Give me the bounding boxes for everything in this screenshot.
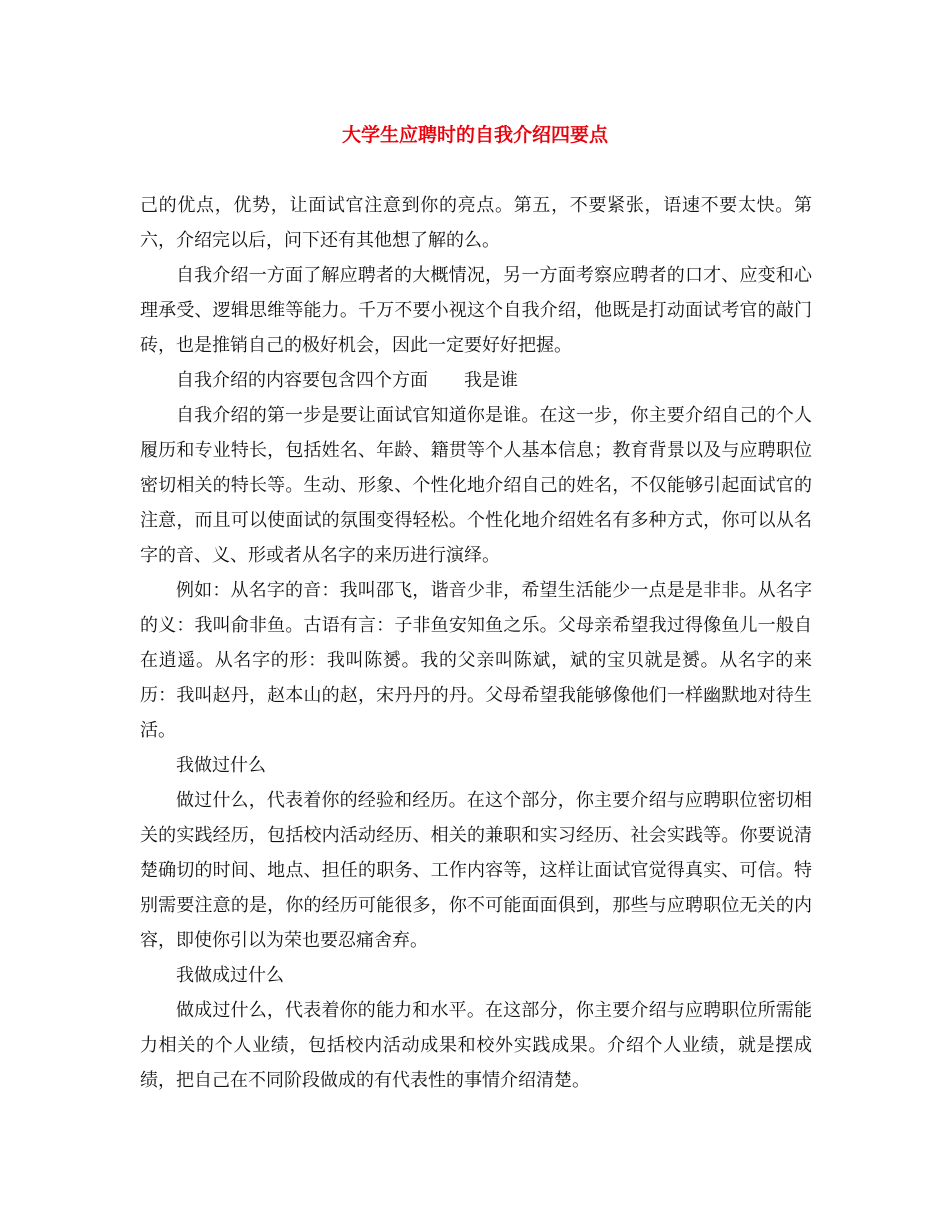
paragraph-7: 做过什么，代表着你的经验和经历。在这个部分，你主要介绍与应聘职位密切相关的实践经历，包括校内活动经历、相关的兼职和实习经历、社会实践等。你要说清楚确切的时间、地点、担任的职务、工作内容等，这样让面试官觉得真实、可信。特别需要注意的是，你的经历可能很多，你不可能面面俱到，那些与应聘职位无关的内容，即使你引以为荣也要忍痛舍弃。 xyxy=(140,790,812,951)
paragraph-4: 自我介绍的第一步是要让面试官知道你是谁。在这一步，你主要介绍自己的个人履历和专业特长，包括姓名、年龄、籍贯等个人基本信息；教育背景以及与应聘职位密切相关的特长等。生动、形象、个性化地介绍自己的姓名，不仅能够引起面试官的注意，而且可以使面试的氛围变得轻松。个性化地介绍姓名有多种方式，你可以从名字的音、义、形或者从名字的来历进行演绎。 xyxy=(140,405,812,566)
paragraph-1: 己的优点，优势，让面试官注意到你的亮点。第五，不要紧张，语速不要太快。第六，介绍完以后，问下还有其他想了解的么。 xyxy=(140,195,812,251)
paragraph-9: 做成过什么，代表着你的能力和水平。在这部分，你主要介绍与应聘职位所需能力相关的个人业绩，包括校内活动成果和校外实践成果。介绍个人业绩，就是摆成绩，把自己在不同阶段做成的有代表性的事情介绍清楚。 xyxy=(140,1000,812,1091)
paragraph-2: 自我介绍一方面了解应聘者的大概情况，另一方面考察应聘者的口才、应变和心理承受、逻辑思维等能力。千万不要小视这个自我介绍，他既是打动面试考官的敲门砖，也是推销自己的极好机会，因此一定要好好把握。 xyxy=(140,265,812,356)
paragraph-5: 例如：从名字的音：我叫邵飞，谐音少非，希望生活能少一点是是非非。从名字的义：我叫俞非鱼。古语有言：子非鱼安知鱼之乐。父母亲希望我过得像鱼儿一般自在逍遥。从名字的形：我叫陈赟。我的父亲叫陈斌，斌的宝贝就是赟。从名字的来历：我叫赵丹，赵本山的赵，宋丹丹的丹。父母希望我能够像他们一样幽默地对待生活。 xyxy=(140,580,812,741)
section-intro-heading: 自我介绍的内容要包含四个方面 我是谁 xyxy=(176,370,518,391)
section-heading-achievements: 我做成过什么 xyxy=(176,965,284,986)
document-title: 大学生应聘时的自我介绍四要点 xyxy=(341,124,608,146)
document-body xyxy=(140,188,812,1098)
section-heading-what-i-did: 我做过什么 xyxy=(176,755,266,776)
